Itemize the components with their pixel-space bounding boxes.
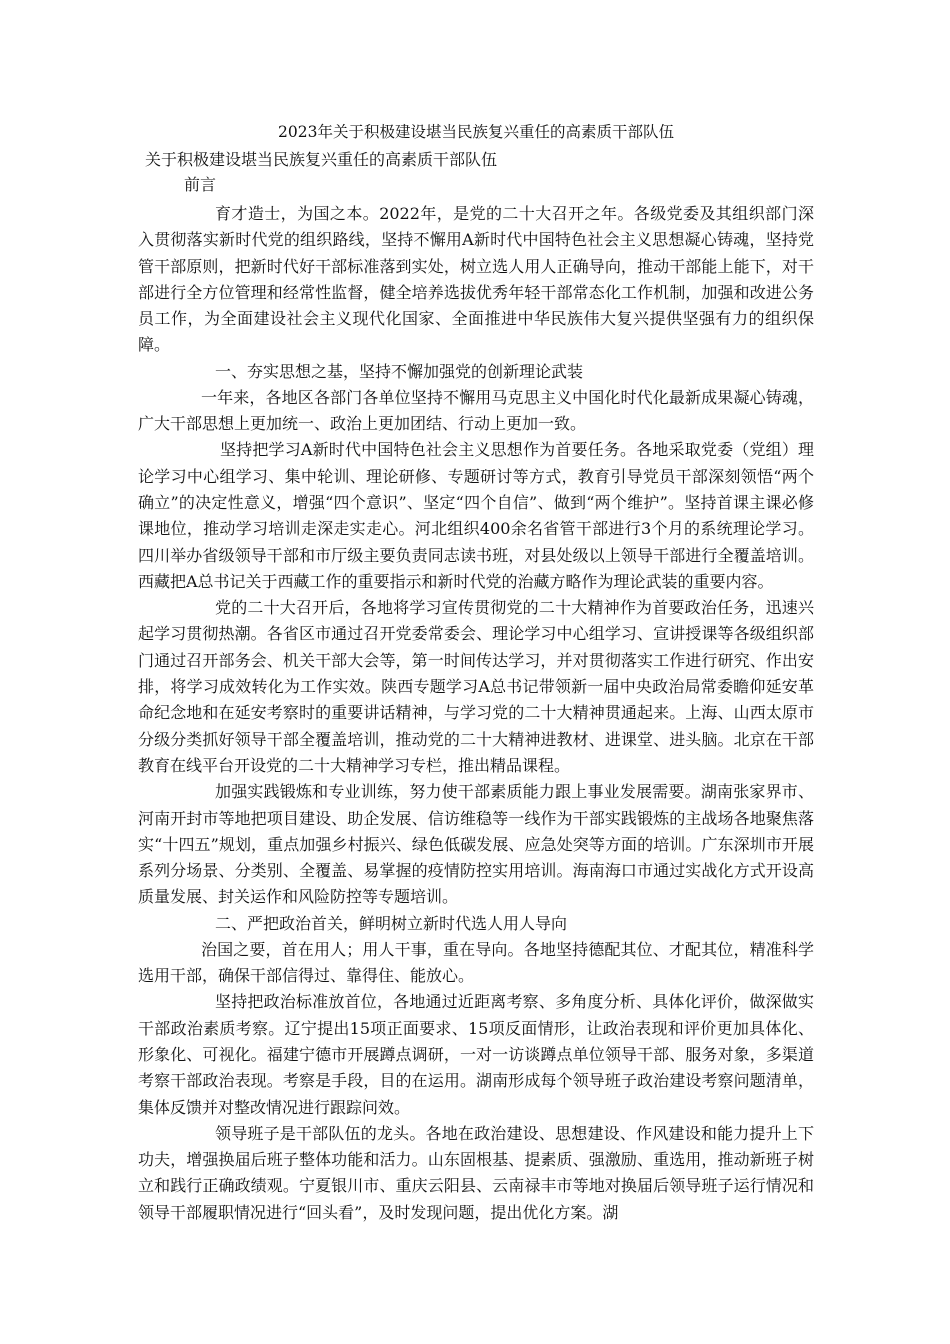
paragraph-1-1: 一年来，各地区各部门各单位坚持不懈用马克思主义中国化时代化最新成果凝心铸魂，广大干部思想上更加统一、政治上更加团结、行动上更加一致。 [138,387,814,434]
paragraph-1-3: 党的二十大召开后，各地将学习宣传贯彻党的二十大精神作为首要政治任务，迅速兴起学习贯彻热潮。各省区市通过召开党委常委会、理论学习中心组学习、宣讲授课等各级组织部门通过召开部务会、机关干部大会等，第一时间传达学习，并对贯彻落实工作进行研究、作出安排，将学习成效转化为工作实效。陕西专题学习A总书记带领新一届中央政治局常委瞻仰延安革命纪念地和在延安考察时的重要讲话精神，与学习党的二十大精神贯通起来。上海、山西太原市分级分类抓好领导干部全覆盖培训，推动党的二十大精神进教材、进课堂、进头脑。北京在干部教育在线平台开设党的二十大精神学习专栏，推出精品课程。 [138,598,814,775]
section-heading-1: 一、夯实思想之基，坚持不懈加强党的创新理论武装 [215,361,584,381]
paragraph-2-2: 坚持把政治标准放首位，各地通过近距离考察、多角度分析、具体化评价，做深做实干部政治素质考察。辽宁提出15项正面要求、15项反面情形，让政治表现和评价更加具体化、形象化、可视化。福建宁德市开展蹲点调研，一对一访谈蹲点单位领导干部、服务对象，多渠道考察干部政治表现。考察是手段，目的在运用。湖南形成每个领导班子政治建设考察问题清单，集体反馈并对整改情况进行跟踪问效。 [138,992,814,1117]
preface-label: 前言 [184,175,217,194]
paragraph-intro: 育才造士，为国之本。2022年，是党的二十大召开之年。各级党委及其组织部门深入贯彻落实新时代党的组织路线，坚持不懈用A新时代中国特色社会主义思想凝心铸魂，坚持党管干部原则，把新时代好干部标准落到实处，树立选人用人正确导向，推动干部能上能下，对干部进行全方位管理和经常性监督，健全培养选拔优秀年轻干部常态化工作机制，加强和改进公务员工作，为全面建设社会主义现代化国家、全面推进中华民族伟大复兴提供坚强有力的组织保障。 [138,204,814,355]
document-body [138,122,814,1226]
document-subtitle: 关于积极建设堪当民族复兴重任的高素质干部队伍 [145,150,498,169]
paragraph-1-2: 坚持把学习A新时代中国特色社会主义思想作为首要任务。各地采取党委（党组）理论学习中心组学习、集中轮训、理论研修、专题研讨等方式，教育引导党员干部深刻领悟“两个确立”的决定性意义，增强“四个意识”、坚定“四个自信”、做到“两个维护”。坚持首课主课必修课地位，推动学习培训走深走实走心。河北组织400余名省管干部进行3个月的系统理论学习。四川举办省级领导干部和市厅级主要负责同志读书班，对县处级以上领导干部进行全覆盖培训。西藏把A总书记关于西藏工作的重要指示和新时代党的治藏方略作为理论武装的重要内容。 [138,440,814,591]
document-title: 2023年关于积极建设堪当民族复兴重任的高素质干部队伍 [278,123,674,141]
paragraph-1-4: 加强实践锻炼和专业训练，努力使干部素质能力跟上事业发展需要。湖南张家界市、河南开封市等地把项目建设、助企发展、信访维稳等一线作为干部实践锻炼的主战场各地聚焦落实“十四五”规划，重点加强乡村振兴、绿色低碳发展、应急处突等方面的培训。广东深圳市开展系列分场景、分类别、全覆盖、易掌握的疫情防控实用培训。海南海口市通过实战化方式开设高质量发展、封关运作和风险防控等专题培训。 [138,782,814,907]
section-heading-2: 二、严把政治首关，鲜明树立新时代选人用人导向 [215,913,568,933]
paragraph-2-1: 治国之要，首在用人；用人干事，重在导向。各地坚持德配其位、才配其位，精准科学选用干部，确保干部信得过、靠得住、能放心。 [138,939,814,986]
paragraph-2-3: 领导班子是干部队伍的龙头。各地在政治建设、思想建设、作风建设和能力提升上下功夫，增强换届后班子整体功能和活力。山东固根基、提素质、强激励、重选用，推动新班子树立和践行正确政绩观。宁夏银川市、重庆云阳县、云南禄丰市等地对换届后领导班子运行情况和领导干部履职情况进行“回头看”，及时发现问题，提出优化方案。湖 [138,1123,814,1222]
